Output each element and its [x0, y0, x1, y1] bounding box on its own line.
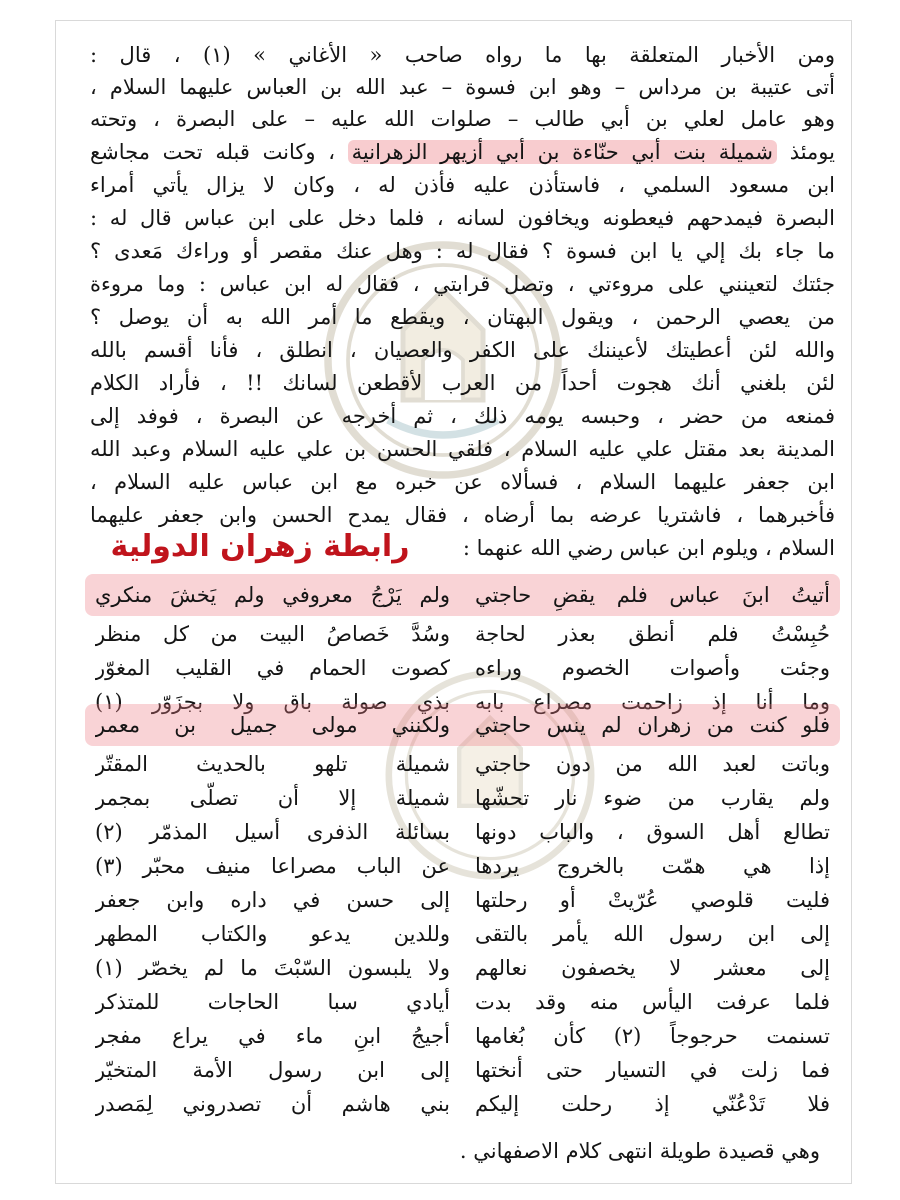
- verse-first-hemistich: فلو كنت من زهران لم ينس حاجتي: [475, 713, 830, 737]
- prose-line: جئتك لتعينني على مروءتي ، وتصل قرابتي ، فقال له ابن عباس : وما مروءة: [90, 272, 835, 296]
- verse-first-hemistich: تطالع أهل السوق ، والباب دونها: [475, 820, 830, 844]
- verse-line: [95, 705, 830, 745]
- prose-line: ما جاء بك إلي يا ابن فسوة ؟ فقال له : وهل عنك مقصر أو وراءك مَعدى ؟: [90, 239, 835, 263]
- prose-line: فأخبرهما ، فاشتريا عرضه بما أرضاه ، فقال يمدح الحسن وابن جعفر عليهما: [90, 503, 835, 527]
- prose-line: ومن الأخبار المتعلقة بها ما رواه صاحب « الأغاني » (١) ، قال :: [90, 43, 835, 67]
- verse-first-hemistich: فما زلت في التسيار حتى أنختها: [475, 1058, 830, 1082]
- verse-first-hemistich: وما أنا إذ زاحمت مصراع بابه: [475, 690, 830, 714]
- verse-second-hemistich: وللدين يدعو والكتاب المطهر: [95, 922, 450, 946]
- verse-second-hemistich: ولكنني مولى جميل بن معمر: [95, 713, 450, 737]
- verse-second-hemistich: عن الباب مصراعا منيف محبّر (٣): [95, 854, 450, 878]
- verse-second-hemistich: ولا يلبسون السّبْتَ ما لم يخصّر (١): [95, 956, 450, 980]
- verse-second-hemistich: أجيجُ ابنِ ماء في يراع مفجر: [95, 1024, 450, 1048]
- highlighted-name: شميلة بنت أبي حنّاءة بن أبي أزيهر الزهرانية: [348, 140, 777, 164]
- verse-first-hemistich: تسنمت حرجوجاً (٢) كأن بُغامها: [475, 1024, 830, 1048]
- association-banner: رابطة زهران الدولية: [110, 529, 410, 564]
- verse-first-hemistich: أتيتُ ابنَ عباس فلم يقضِ حاجتي: [475, 583, 830, 607]
- verse-second-hemistich: إلى حسن في داره وابن جعفر: [95, 888, 450, 912]
- verse-first-hemistich: ولم يقارب من ضوء نار تحشّها: [475, 786, 830, 810]
- prose-line: لئن بلغني أنك هجوت أحداً من العرب لأقطعن لسانك !! ، فأراد الكلام: [90, 371, 835, 395]
- prose-line: وهو عامل لعلي بن أبي طالب – صلوات الله عليه – على البصرة ، وتحته: [90, 107, 835, 131]
- verse-second-hemistich: أيادي سبا الحاجات للمتذكر: [95, 990, 450, 1014]
- verse-line: [95, 575, 830, 615]
- verse-first-hemistich: إذا هي همّت بالخروج يردها: [475, 854, 830, 878]
- verse-first-hemistich: وباتت لعبد الله من دون حاجتي: [475, 752, 830, 776]
- verse-first-hemistich: إلى معشر لا يخصفون نعالهم: [475, 956, 830, 980]
- verse-second-hemistich: شميلة تلهو بالحديث المقتّر: [95, 752, 450, 776]
- prose-line: ابن مسعود السلمي ، فاستأذن عليه فأذن له ، وكان لا يزال يأتي أمراء: [90, 173, 835, 197]
- verse-second-hemistich: بني هاشم أن تصدروني لِمَصدر: [95, 1092, 450, 1116]
- verse-second-hemistich: كصوت الحمام في القليب المغوّر: [95, 656, 450, 680]
- prose-line: ابن جعفر عليهما السلام ، فسألاه عن خبره مع ابن عباس عليه السلام ،: [90, 470, 835, 494]
- prose-line-intro-to-poem: السلام ، ويلوم ابن عباس رضي الله عنهما :: [462, 536, 835, 560]
- verse-second-hemistich: بذي صولة باق ولا بجزَوّر (١): [95, 690, 450, 714]
- verse-first-hemistich: فلما عرفت اليأس منه وقد بدت: [475, 990, 830, 1014]
- verse-second-hemistich: إلى ابن رسول الأمة المتخيّر: [95, 1058, 450, 1082]
- verse-second-hemistich: شميلة إلا أن تصلّى بمجمر: [95, 786, 450, 810]
- prose-line: المدينة بعد مقتل علي عليه السلام ، فلقي الحسن بن علي عليه السلام وعبد الله: [90, 437, 835, 461]
- verse-second-hemistich: بسائلة الذفرى أسيل المذمّر (٢): [95, 820, 450, 844]
- prose-line: البصرة فيمدحهم فيعطونه ويخافون لسانه ، فلما دخل على ابن عباس قال له :: [90, 206, 835, 230]
- verse-first-hemistich: فلا تَدْعُنّي إذ رحلت إليكم: [475, 1092, 830, 1116]
- verse-second-hemistich: وسُدَّ خَصاصُ البيت من كل منظر: [95, 622, 450, 646]
- prose-line: أتى عتيبة بن مرداس – وهو ابن فسوة – عبد الله بن العباس عليهما السلام ،: [90, 75, 835, 99]
- verse-first-hemistich: إلى ابن رسول الله يأمر بالتقى: [475, 922, 830, 946]
- verse-first-hemistich: فليت قلوصي عُرّيتْ أو رحلتها: [475, 888, 830, 912]
- verse-first-hemistich: وجئت وأصوات الخصوم وراءه: [475, 656, 830, 680]
- verse-line: [95, 1084, 830, 1124]
- prose-line: والله لئن أعطيتك لأعيننك على الكفر والعصيان ، انطلق ، فأنا أقسم بالله: [90, 338, 835, 362]
- closing-line: وهي قصيدة طويلة انتهى كلام الاصفهاني .: [459, 1139, 820, 1163]
- prose-line: من يعصي الرحمن ، ويقول البهتان ، ويقطع ما أمر الله به أن يوصل ؟: [90, 305, 835, 329]
- verse-first-hemistich: حُبِسْتُ فلم أنطق بعذر لحاجة: [475, 622, 830, 646]
- prose-line-with-highlight: يومئذ شميلة بنت أبي حنّاءة بن أبي أزيهر الزهرانية ، وكانت قبله تحت مجاشع: [90, 140, 835, 164]
- verse-second-hemistich: ولم يَرْجُ معروفي ولم يَخشَ منكري: [95, 583, 450, 607]
- prose-line: فمنعه من حضر ، وحبسه يومه ذلك ، ثم أخرجه عن البصرة ، فوفد إلى: [90, 404, 835, 428]
